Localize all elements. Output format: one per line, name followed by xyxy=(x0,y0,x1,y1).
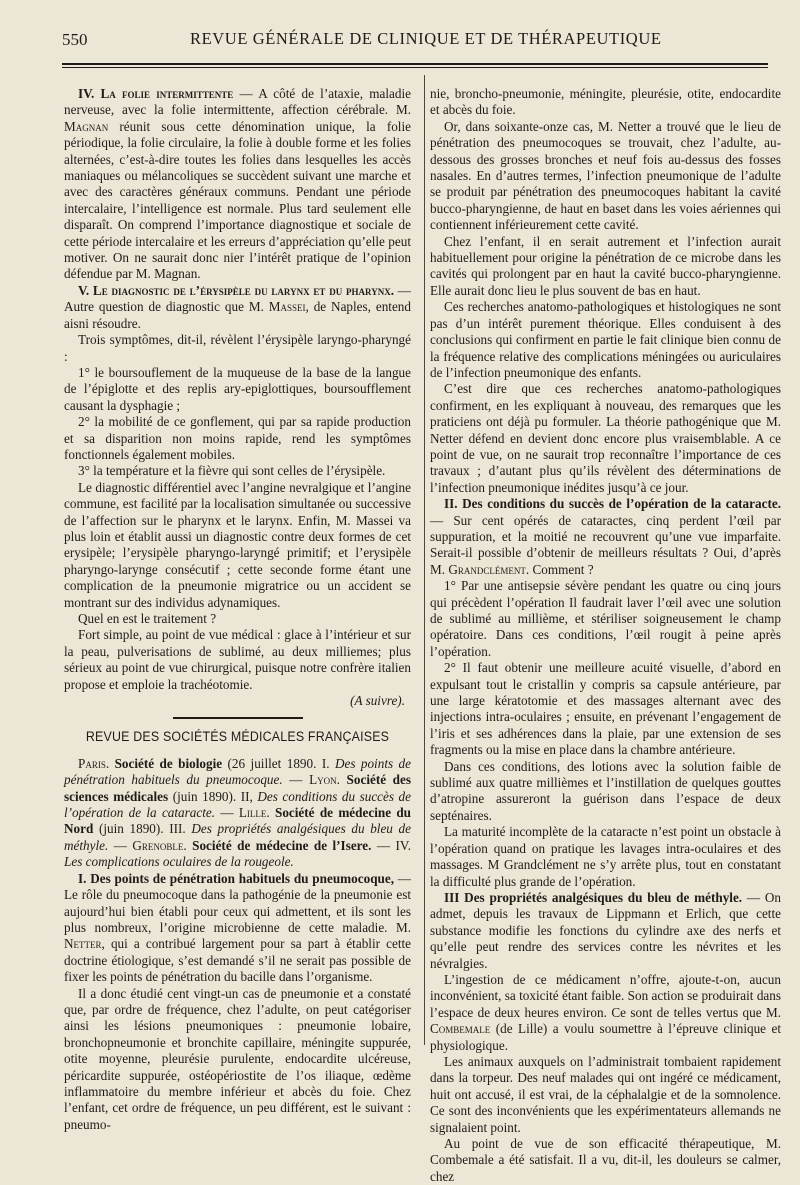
author-name: Massei xyxy=(268,299,306,315)
paragraph-folie xyxy=(64,86,411,283)
text: (juin 1890). II, xyxy=(168,788,258,804)
text: — Le rôle du pneumocoque dans la pathogénie de la pneumonie est aujourd’hui bien établi pour ceux qui admettent, et ils sont les plus nombreux, l’origine microbienne de cette maladie. M. xyxy=(64,870,411,935)
text: — On admet, depuis les travaux de Lippmann et Erlich, que cette substance modifie les fonctions du cylindre axe des nerfs et qu’elle peut rendre des services contre les névrites et les névralgies. xyxy=(430,889,781,971)
text: (de Lille) a voulu soumettre à l’épreuve clinique et physiologique. xyxy=(430,1021,781,1053)
paragraph: Or, dans soixante-onze cas, M. Netter a trouvé que le lieu de pénétration des pneumocoques se trouvait, chez l’adulte, au-dessous des grosses bronches et neuf fois au-dessus des fosses nasales. En d’autres termes, l’infection pneumonique de l’adulte se produit par pénétration des pneumocoques habitant la cavité bucco-pharyngienne, de haut en baset dans les voies aériennes qui contiennent inférieurement cette cavité. xyxy=(430,118,781,233)
city-name: Paris. xyxy=(78,755,110,771)
author-name: Netter xyxy=(64,936,102,952)
text: — xyxy=(215,805,239,821)
paragraph-pneumocoque xyxy=(64,871,411,986)
paragraph: Chez l’enfant, il en serait autrement et l’infection aurait habituellement pour origine la pénétration de ce microbe dans les cavités qui prolongent par en haut la cavité bucco-pharyngienne. Elle aurait donc lieu le plus souvent de bas en haut. xyxy=(430,233,781,298)
city-name: Grenoble. xyxy=(132,837,187,853)
text: L’ingestion de ce médicament n’offre, ajoute-t-on, aucun inconvénient, sa toxicité étant faible. Son action se produirait dans l’espace de deux heures environ. Ce sont de telles vertus que M. xyxy=(430,971,781,1020)
paragraph: 3° la température et la fièvre qui sont celles de l’érysipèle. xyxy=(78,463,386,479)
author-name: Combemale xyxy=(430,1021,491,1037)
paragraph: Le diagnostic différentiel avec l’angine nevralgique et l’angine commune, est facilité par la localisation simultanée ou successive de l’affection sur le pharynx et le larynx. Enfin, M. Massei va plus loin et établit aussi un diagnostic contre deux formes de cet erysipèle; l’erysipèle pharyngo-laryngé primitif; et l’erysipèle pharyngo-larynge consécutif ; cette seconde forme étant une complication de la pneumonie migratrice ou un accident se montrant sur des individus adynamiques. xyxy=(64,479,411,610)
paragraph-erysipele xyxy=(64,283,411,332)
text: — xyxy=(282,772,310,788)
text: . Comment ? xyxy=(525,561,594,577)
heading-folie: IV. La folie intermittente xyxy=(78,86,234,101)
paragraph: Trois symptômes, dit-il, révèlent l’érysipèle laryngo-pharyngé : xyxy=(64,332,411,364)
heading-cataracte: II. Des conditions du succès de l’opération de la cataracte. xyxy=(444,496,781,512)
author-name: Grandclément xyxy=(448,561,526,577)
paragraph: nie, broncho-pneumonie, méningite, pleurésie, otite, endocardite et abcès du foie. xyxy=(430,86,781,118)
text: — A côté de l’ataxie, maladie nerveuse, avec la folie intermittente, affection cérébrale. M. xyxy=(64,86,411,118)
section-rule xyxy=(173,717,303,719)
left-column xyxy=(64,86,411,1133)
paragraph: 1° Par une antisepsie sévère pendant les quatre ou cinq jours qui précèdent l’opération Il faudrait laver l’œil avec une solution de sublimé au millième, et stériliser soigneusement le champ opératoire. Dans ces conditions, l’œil rougit à peine après l’opération. xyxy=(430,578,781,659)
society-name: Société de médecine du Nord xyxy=(64,805,412,837)
paragraph: Les animaux auxquels on l’administrait tombaient rapidement dans la torpeur. Des neuf malades qui ont ingéré ce médicament, huit ont accusé, il est vrai, de la céphalalgie et de la somnolence. Ce sont des inconvénients que les expérimentateurs allemands ne signalaient point. xyxy=(430,1053,781,1135)
paragraph: Quel en est le traitement ? xyxy=(78,611,217,626)
paragraph: Au point de vue de son efficacité thérapeutique, M. Combemale a été satisfait. Il a vu, dit-il, les douleurs se calmer, chez xyxy=(430,1136,781,1184)
text: (juin 1890). III. xyxy=(93,821,192,837)
text: — xyxy=(108,837,133,853)
text: , qui a contribué largement pour sa part à établir cette doctrine étiologique, s’est demandé s’il ne serait pas possible de fixer les points de pénétration du bacille dans l’organisme. xyxy=(64,936,411,985)
paragraph: 2° Il faut obtenir une meilleure acuité visuelle, d’abord en expulsant tout le cristallin y compris sa capsule antérieure, par une large kératotomie et des massages alternant avec des injections intra-oculaires ; ensuite, en prévenant l’engagement de l’iris et ses adhérences dans la plaie, par une extension de ses fragments ou la mise en place dans la chambre antérieure. xyxy=(430,660,781,758)
text: — Autre question de diagnostic que M. xyxy=(64,282,411,315)
section-title: REVUE DES SOCIÉTÉS MÉDICALES FRANÇAISES xyxy=(85,729,390,745)
heading-erysipele: V. Le diagnostic de l’érysipèle du larynx et du pharynx. xyxy=(78,282,394,298)
running-title: REVUE GÉNÉRALE DE CLINIQUE ET DE THÉRAPEUTIQUE xyxy=(190,29,662,48)
heading-bleu-methyle: III Des propriétés analgésiques du bleu de méthyle. xyxy=(444,889,743,905)
text: — IV. xyxy=(371,837,412,853)
paragraph-cataracte xyxy=(430,496,781,578)
paragraph: Dans ces conditions, des lotions avec la solution faible de sublimé aux quatre millièmes et l’instillation de quelques gouttes d’atropine assureront la guérison dans l’espace de deux septénaires. xyxy=(430,758,781,823)
paragraph: Ces recherches anatomo-pathologiques et histologiques ne sont pas d’un intérêt purement théorique. Elles conduisent à des conclusions qui confirment en partie le fait clinique bien connu de la fréquence relative des complications méningées ou auriculaires de l’infection pneumonique des enfants. xyxy=(430,299,781,380)
paragraph: 1° le boursouflement de la muqueuse de la base de la langue de l’épiglotte et des replis ary-epiglottiques, boursoufflement causant la dysphagie ; xyxy=(64,364,411,413)
heading-pneumocoque: I. Des points de pénétration habituels du pneumocoque, xyxy=(78,870,395,886)
topic: Des points de pénétration habituels du pneumocoque. xyxy=(64,755,411,788)
societies-summary xyxy=(64,756,411,871)
city-name: Lille. xyxy=(238,805,270,821)
text: , de Naples, entend aisni résoudre. xyxy=(64,299,411,331)
topic: Les complications oculaires de la rougeole. xyxy=(64,854,294,870)
society-name: Société de biologie xyxy=(109,755,223,771)
author-name: Magnan xyxy=(64,118,109,134)
text: (26 juillet 1890. I. xyxy=(222,755,335,771)
society-name: Société des sciences médicales xyxy=(64,772,412,804)
paragraph: Il a donc étudié cent vingt-un cas de pneumonie et a constaté que, par ordre de fréquence, chez l’adulte, on peut catégoriser ainsi les lésions pneumoniques : pneumonie lobaire, bronchopneumonie et bronchite capillaire, méningite suppurée, otite moyenne, pleurésie purulente, endocardite ulcéreuse, péricardite suppurée, ostéopériostite de l’os iliaque, œdème inflammatoire du membre inférieur et abcès du foie. Chez l’enfant, cet ordre de fréquence, un peu différent, est le suivant : pneumo- xyxy=(64,985,411,1132)
page-header xyxy=(62,26,768,56)
text: — Sur cent opérés de cataractes, cinq perdent l’œil par suppuration, et la moitié ne recouvrent qu’une vue imparfaite. Serait-il possible d’obtenir de meilleurs résultats ? Oui, d’après M. xyxy=(430,512,781,577)
header-rule-thin xyxy=(62,67,768,68)
topic: Des conditions du succès de l’opération de la cataracte. xyxy=(64,788,412,821)
topic: Des propriétés analgésiques du bleu de méthyle. xyxy=(64,821,411,853)
text: réunit sous cette dénomination unique, la folie périodique, la folie circulaire, la folie à double forme et les folies alternées, c’est-à-dire toutes les folies dans lesquelles les accès maniaques ou mélancoliques se succèdent suivant une marche et avec des caractères généraux communs. Pendant une période intercalaire, l’intelligence est normale. Plus tard seulement elle disparaît. On comprend l’importance diagnostique et sociale de cette période intercalaire et les erreurs d’appréciation qu’elle peut motiver. On ne saurait donc nier l’intérêt pratique de l’opinion défendue par M. Magnan. xyxy=(64,118,411,282)
paragraph: Fort simple, au point de vue médical : glace à l’intérieur et sur la peau, pulverisations de sublimé, au deux milliemes; plus sérieux au point de vue chirurgical, puisque notre confrère italien propose et emploie la trachéotomie. xyxy=(64,627,411,692)
header-rule-thick xyxy=(62,63,768,65)
paragraph: C’est dire que ces recherches anatomo-pathologiques confirment, en les expliquant à nouveau, des remarques que les praticiens ont déjà pu formuler. La théorie pathogénique que M. Netter défend en devient donc encore plus vraisemblable. A ce point de vue, on ne saurait trop reconnaître l’importance de ces travaux ; d’autant plus qu’ils révèlent des déterminations de l’infection pneumonique inédites jusqu’à ce jour. xyxy=(430,381,781,495)
society-name: Société de médecine de l’Isere. xyxy=(186,837,372,853)
page-number: 550 xyxy=(62,30,88,49)
paragraph-bleu-methyle xyxy=(430,890,781,972)
paragraph: 2° la mobilité de ce gonflement, qui par sa rapide production et sa disparition non moins rapide, rend les symptômes fonctionnels également mobiles. xyxy=(64,414,411,462)
city-name: Lyon. xyxy=(309,772,340,788)
continued-note: (A suivre). xyxy=(350,693,405,709)
right-column xyxy=(430,86,781,1185)
paragraph: La maturité incomplète de la cataracte n’est point un obstacle à l’opération quand on pratique les lavages intra-oculaires et des massages. M Grandclément ne s’y arrête plus, tout en constatant la difficulté plus grande de l’opération. xyxy=(430,824,781,889)
paragraph xyxy=(430,972,781,1054)
column-divider xyxy=(424,75,425,1045)
